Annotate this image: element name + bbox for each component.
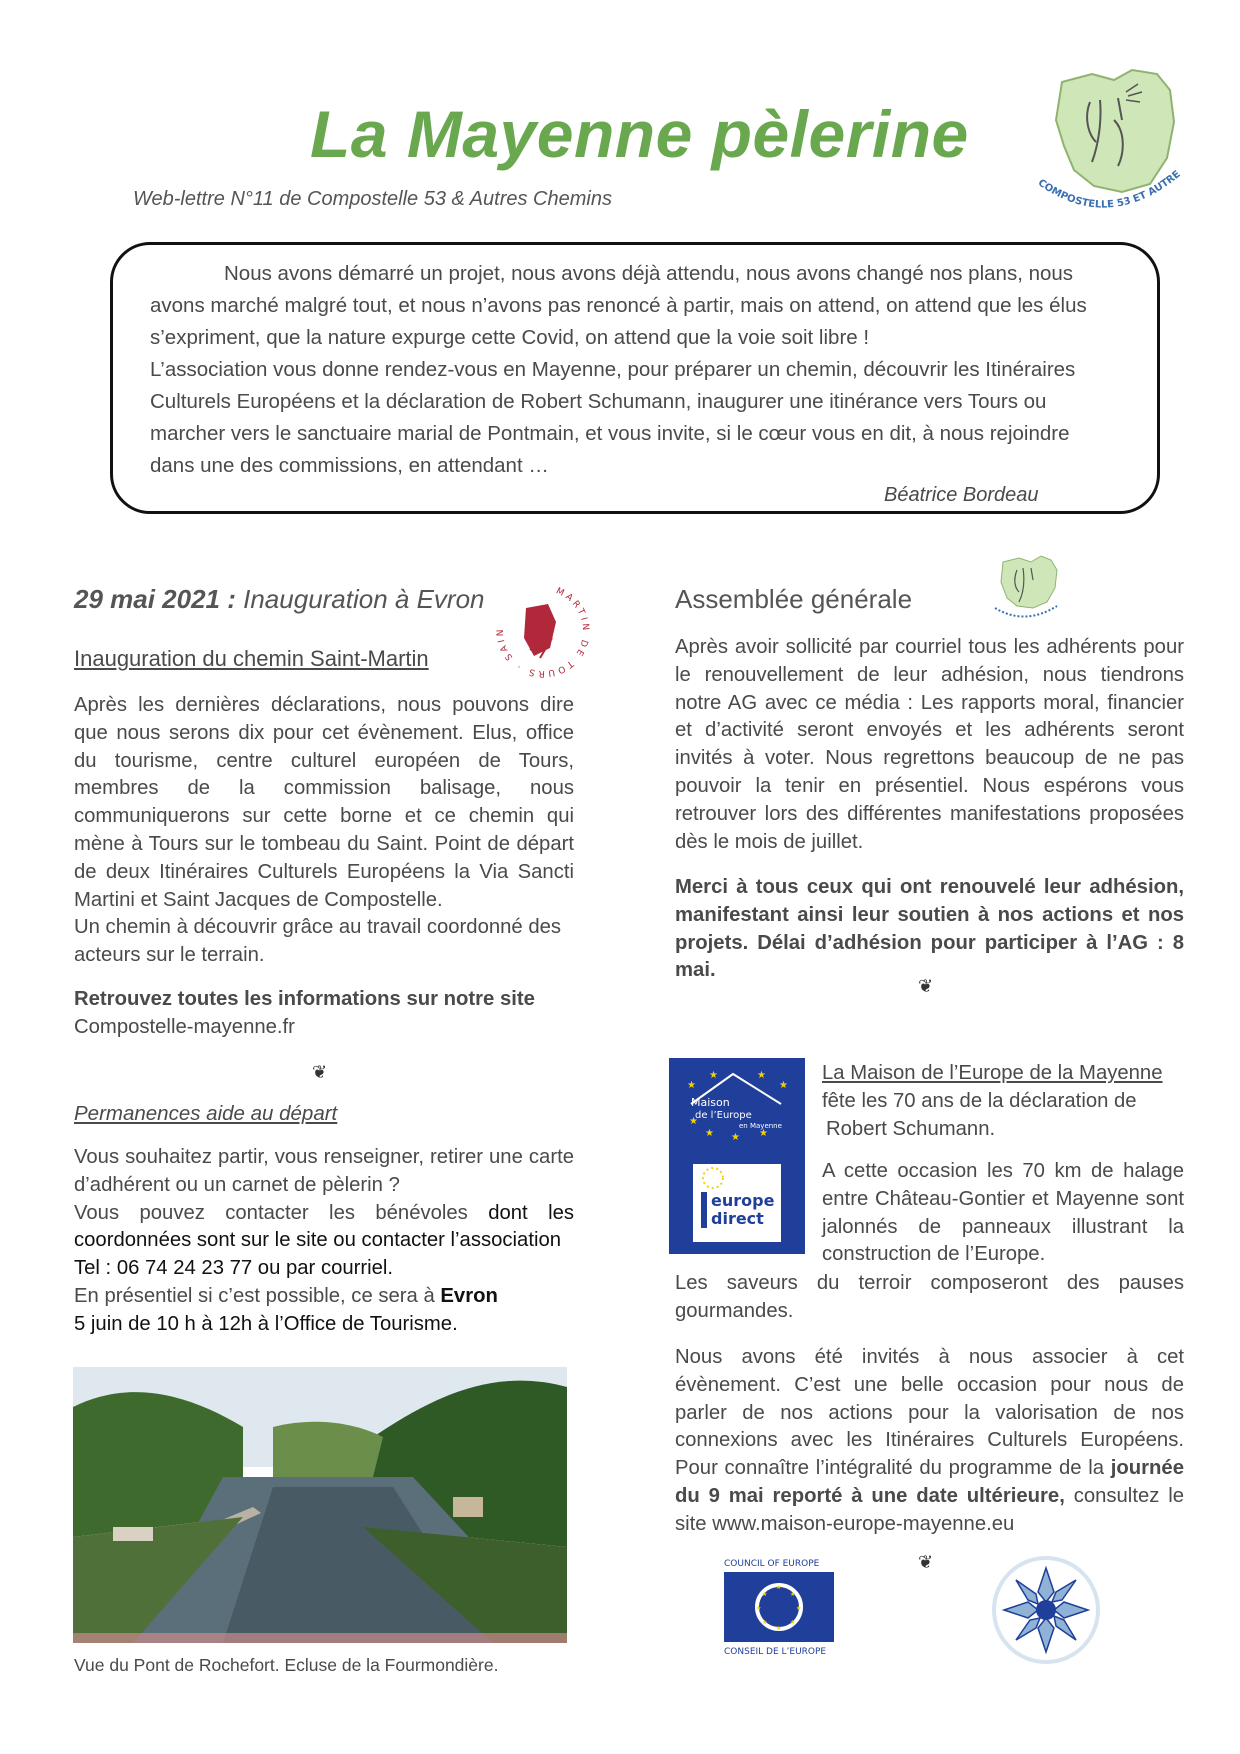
compostelle-logo [1022,62,1192,232]
permanences-text: Vous souhaitez partir, vous renseigner, retirer une carte d’adhérent ou un carnet de pèlerin ? Vous pouvez contacter les bénévoles dont les coordonnées sont sur le site ou contacter l’association Tel : 06 74 24 23 77 ou par courriel. En présentiel si c’est possible, ce sera à Evron 5 juin de 10 h à 12h à l’Office de Tourisme. [74,1146,574,1335]
website-link[interactable]: Compostelle-mayenne.fr [74,1015,295,1038]
svg-text:★: ★ [687,1080,696,1091]
fleuron-divider: ❦ [312,1062,328,1082]
saint-martin-logo [490,578,596,684]
event-name: Inauguration à Evron [243,584,485,614]
intro-line: dans une des commissions, en attendant … [150,454,549,477]
maison-europe-heading: La Maison de l’Europe de la Mayenne [822,1062,1163,1084]
intro-signature: Béatrice Bordeau [884,484,1039,506]
event-date-heading [74,584,485,615]
svg-text:★: ★ [762,1620,768,1626]
svg-text:★: ★ [731,1132,740,1143]
svg-text:CONSEIL DE L’EUROPE: CONSEIL DE L’EUROPE [724,1647,827,1657]
svg-text:de l’Europe: de l’Europe [695,1110,752,1121]
page-subtitle: Web-lettre N°11 de Compostelle 53 & Autres Chemins [133,188,612,210]
svg-text:europe: europe [711,1191,775,1210]
page-title: La Mayenne pèlerine [310,97,969,171]
inauguration-text: Après les dernières déclarations, nous pouvons dire que nous serons dix pour cet évènement. Elus, office du tourisme, centre culturel européen de Tours, membres de la commission balisage, nous communiquerons sur cette borne et ce chemin qui mène à Tours sur le tombeau du Saint. Point de départ de deux Itinéraires Culturels Européens la Via Sancti Martini et Saint Jacques de Compostelle. Un chemin à découvrir grâce au travail coordonné des acteurs sur le terrain. [74,694,574,967]
intro-line: s’expriment, que la nature expurge cette Covid, on attend que la voie soit libre ! [150,326,870,349]
svg-text:★: ★ [756,1606,762,1612]
intro-line: Nous avons démarré un projet, nous avons déjà attendu, nous avons changé nos plans, nous [224,262,1074,285]
intro-line: marcher vers le sanctuaire marial de Pontmain, et vous invite, si le cœur vous en dit, à nous rejoindre [150,422,1070,445]
saveurs-text: Les saveurs du terroir composeront des pauses gourmandes. [675,1272,1184,1322]
svg-text:Maison: Maison [691,1096,730,1109]
assemblee-text: Après avoir sollicité par courriel tous les adhérents pour le renouvellement de leur adhésion, nous tiendrons notre AG avec ce média : Les rapports moral, financier et d’activité seront envoyés et les adhérents seront invités à voter. Nous regrettons beaucoup de ne pas pouvoir la tenir en présentiel. Nous espérons vous retrouver lors des différentes manifestations proposées dès le mois de juillet. [675,636,1184,853]
intro-line: avons marché malgré tout, et nous n’avons pas renoncé à partir, mais on attend, on attend que les élus [150,294,1087,317]
fleuron-divider: ❦ [918,976,934,996]
website-info: Retrouvez toutes les informations sur notre site Compostelle-mayenne.fr [74,986,574,1042]
svg-text:★: ★ [689,1116,698,1127]
river-photo [73,1367,567,1643]
compostelle-logo-text: COMPOSTELLE 53 ET AUTRE [1035,168,1183,211]
svg-text:★: ★ [790,1592,796,1598]
svg-text:★: ★ [705,1128,714,1139]
svg-text:★: ★ [757,1070,766,1081]
intro-line: L’association vous donne rendez-vous en Mayenne, pour préparer un chemin, découvrir les Itinéraires [150,358,1076,381]
fleuron-divider: ❦ [918,1552,934,1572]
svg-text:★: ★ [776,1585,782,1591]
maison-europe-logo [669,1058,805,1254]
inauguration-heading: Inauguration du chemin Saint-Martin [74,646,429,671]
svg-text:direct: direct [711,1209,764,1228]
intro-text [150,258,1130,482]
intro-line: Culturels Européens et la déclaration de Robert Schumann, inaugurer une itinérance vers Tours ou [150,390,1047,413]
cultural-routes-logo [990,1554,1102,1666]
council-of-europe-logo [720,1556,838,1658]
svg-text:en Mayenne: en Mayenne [739,1122,782,1130]
svg-text:★: ★ [779,1080,788,1091]
svg-text:★: ★ [790,1620,796,1626]
svg-text:★: ★ [709,1070,718,1081]
invitation-text: Nous avons été invités à nous associer à cet évènement. C’est une belle occasion pour nous de parler de nos actions pour la valorisation de nos connexions avec les Itinéraires Culturels Européens. Pour connaître l’intégralité du programme de la journée du 9 mai reporté à une date ultérieure, consultez le site www.maison-europe-mayenne.eu [675,1346,1184,1535]
svg-text:★: ★ [796,1606,802,1612]
photo-caption: Vue du Pont de Rochefort. Ecluse de la Fourmondière. [74,1655,499,1675]
event-date: 29 mai 2021 : [74,584,236,614]
assemblee-heading: Assemblée générale [675,584,913,614]
compostelle-small-logo [985,552,1065,624]
halage-text: A cette occasion les 70 km de halage entre Château-Gontier et Mayenne sont jalonnés de panneaux illustrant la construction de l’Europe. [822,1160,1184,1266]
svg-text:★: ★ [776,1626,782,1632]
maison-europe-intro: La Maison de l’Europe de la Mayenne fête les 70 ans de la déclaration de Robert Schumann. [822,1060,1184,1143]
svg-text:★: ★ [762,1592,768,1598]
merci-text: Merci à tous ceux qui ont renouvelé leur adhésion, manifestant ainsi leur soutien à nos actions et nos projets. Délai d’adhésion pour participer à l’AG : 8 mai. [675,876,1184,982]
maison-europe-link[interactable]: consultez le site www.maison-europe-mayenne.eu [675,1484,1184,1535]
svg-text:★: ★ [759,1128,768,1139]
permanences-heading: Permanences aide au départ [74,1102,338,1125]
svg-text:COUNCIL OF EUROPE: COUNCIL OF EUROPE [724,1559,820,1569]
saint-martin-logo-text: MARTIN DE TOURS · SAIN [495,586,591,679]
